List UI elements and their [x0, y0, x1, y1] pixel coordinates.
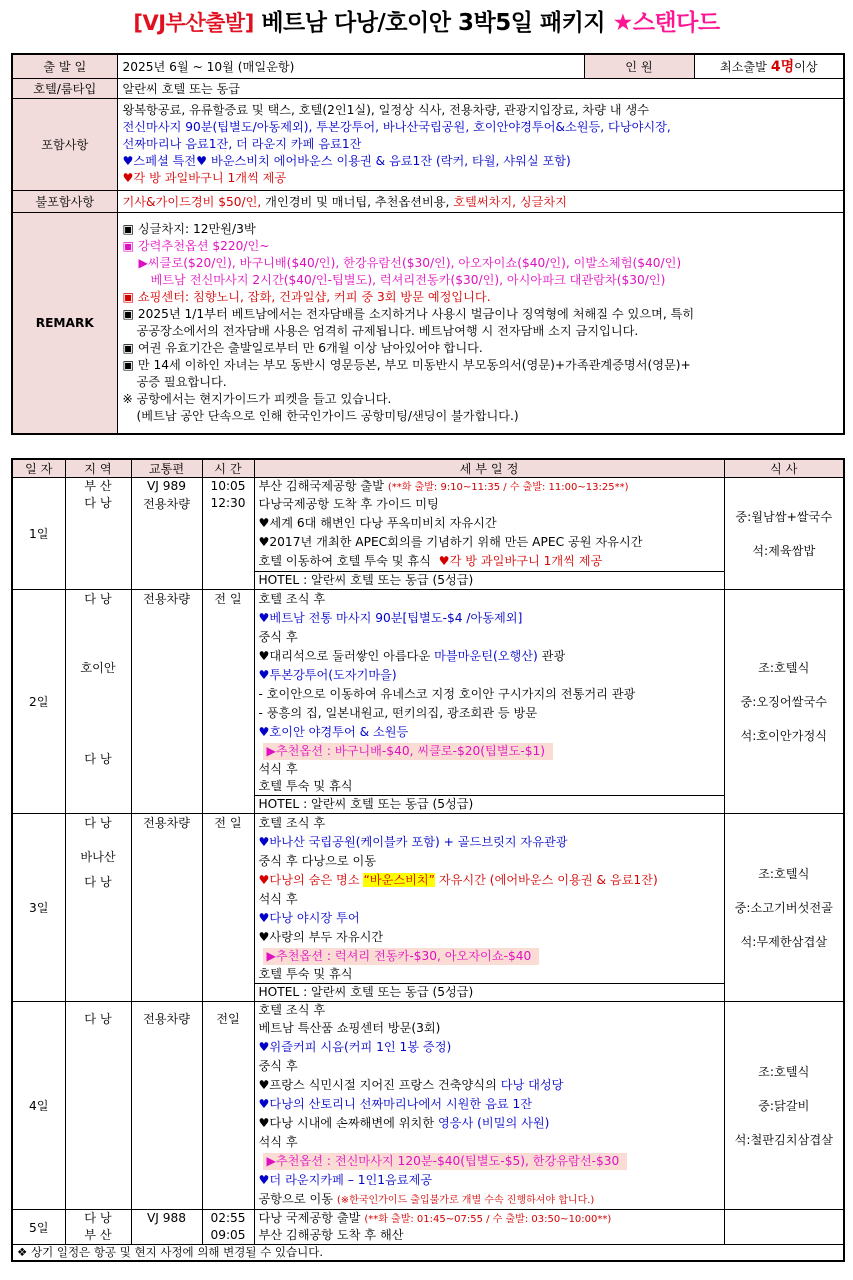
vehicle: 전용차량: [142, 816, 191, 830]
day5-times: [202, 1210, 254, 1245]
day3-detail: [254, 814, 724, 1002]
region: 부 산: [84, 479, 112, 493]
detail-line: ♥바나산 국립공원(케이블카 포함) + 골드브릿지 자유관광: [258, 835, 568, 849]
flight: VJ 989: [146, 479, 187, 493]
header-transport: 교통편: [131, 459, 202, 478]
day3-transport: [131, 814, 202, 1002]
option-box: ▶추천옵션 : 럭셔리 전동카-$30, 아오자이쇼-$40: [263, 948, 540, 965]
region: 다 낭: [84, 1012, 112, 1026]
day3-regions: [65, 814, 131, 1002]
include-line: 선짜마리나 음료1잔, 더 라운지 카페 음료1잔: [122, 136, 362, 151]
hotel-line: HOTEL : 알란씨 호텔 또는 동급 (5성급): [255, 983, 724, 1001]
title-suffix: ★스탠다드: [612, 10, 720, 36]
vehicle: 전용차량: [142, 592, 191, 606]
time: 전 일: [214, 816, 242, 830]
day4-meals: [724, 1002, 844, 1210]
detail-line: - 풍흥의 집, 일본내원교, 떤키의집, 광조회관 등 방문: [258, 706, 538, 720]
vehicle: 전용차량: [142, 1012, 191, 1026]
detail-line: ♥더 라운지카페 – 1인1음료제공: [258, 1173, 433, 1187]
day2-regions: [65, 590, 131, 814]
include-line: ♥스페셜 특전♥ 바운스비치 에어바운스 이용권 & 음료1잔 (락커, 타월, 샤워실 포함): [122, 153, 571, 168]
detail-line: 관광: [537, 649, 566, 663]
detail-line: ♥다낭 시내에 손짜해변에 위치한: [258, 1116, 438, 1130]
day2-label: 2일: [12, 590, 65, 814]
remark-line: (베트남 공안 단속으로 인해 한국인가이드 공항미팅/샌딩이 불가합니다.): [136, 408, 519, 423]
hotel-value: 알란씨 호텔 또는 동급: [117, 78, 844, 98]
include-label: 포함사항: [12, 98, 117, 190]
people-value: [694, 54, 844, 78]
detail-highlight: ♥각 방 과일바구니 1개씩 제공: [438, 554, 603, 568]
detail-note: (**화 출발: 01:45~07:55 / 수 출발: 03:50~10:00**): [364, 1214, 612, 1225]
remark-line: ▣ 쇼핑센터: 침향노니, 잡화, 건과일샵, 커피 중 3회 방문 예정입니다.: [122, 289, 491, 304]
detail-line: ♥세계 6대 해변인 다낭 푸옥미비치 자유시간: [258, 516, 497, 530]
exclude-surcharge: 호텔써차지, 싱글차지: [453, 194, 567, 209]
day5-detail: [254, 1210, 724, 1245]
time: 02:55: [210, 1211, 246, 1225]
meal: 석:철판김치삼겹살: [734, 1132, 833, 1147]
region: 다 낭: [84, 496, 112, 510]
remark-line: ※ 공항에서는 현지가이드가 피켓을 들고 있습니다.: [122, 391, 392, 406]
exclude-personal: 개인경비 및 매너팁, 추천옵션비용,: [261, 194, 454, 209]
detail-line: 호텔 조식 후: [258, 816, 326, 830]
depart-value: 2025년 6월 ~ 10월 (매일운항): [117, 54, 584, 78]
remark-line: ▣ 만 14세 이하인 자녀는 부모 동반시 영문등본, 부모 미동반시 부모동의서(영문)+가족관계증명서(영문)+: [122, 357, 691, 372]
detail-line: 중식 후: [258, 1059, 298, 1073]
hotel-label: 호텔/룸타입: [12, 78, 117, 98]
detail-line: ♥위즐커피 시음(커피 1인 1봉 증정): [258, 1040, 452, 1054]
day4-label: 4일: [12, 1002, 65, 1210]
header-time: 시 간: [202, 459, 254, 478]
detail-highlight: 마블마운틴(오행산): [434, 649, 538, 663]
time: 10:05: [210, 479, 246, 493]
detail-line: 중식 후 다낭으로 이동: [258, 854, 377, 868]
meal: 중:닭갈비: [758, 1098, 810, 1113]
day5-transport: [131, 1210, 202, 1245]
detail-line: 베트남 특산품 쇼핑센터 방문(3회): [258, 1021, 441, 1035]
detail-line: ♥다낭의 숨은 명소: [258, 873, 364, 887]
day5-meals: [724, 1210, 844, 1245]
day4-detail: [254, 1002, 724, 1210]
detail-line: ♥대리석으로 둘러쌓인 아름다운: [258, 649, 435, 663]
detail-line: ♥2017년 개최한 APEC회의를 기념하기 위해 만든 APEC 공원 자유시간: [258, 535, 643, 549]
day1-regions: [65, 478, 131, 590]
day1-row: [12, 478, 844, 590]
detail-line: 호텔 이동하여 호텔 투숙 및 휴식: [258, 554, 431, 568]
remark-value: [117, 212, 844, 434]
detail-note: (**화 출발: 9:10~11:35 / 수 출발: 11:00~13:25**): [387, 482, 629, 493]
day1-times: [202, 478, 254, 590]
remark-line: ▣ 싱글차지: 12만원/3박: [122, 221, 256, 236]
include-line: 왕복항공료, 유류할증료 및 택스, 호텔(2인1실), 일정상 식사, 전용차량, 관광지입장료, 차량 내 생수: [122, 102, 649, 117]
remark-line: ▣ 강력추천옵션 $220/인~: [122, 238, 270, 253]
detail-line: 석식 후: [258, 892, 298, 906]
day3-time: [202, 814, 254, 1002]
meal: 중:월남쌈+쌀국수: [735, 509, 833, 524]
meal: 석:제육쌈밥: [752, 543, 816, 558]
detail-line: 부산 김해공항 도착 후 해산: [258, 1228, 404, 1242]
meal: 중:오징어쌀국수: [740, 694, 828, 709]
vehicle: 전용차량: [142, 497, 191, 511]
meal: 조:호텔식: [758, 866, 810, 881]
detail-line: 호텔 투숙 및 휴식: [258, 967, 353, 981]
detail-line: ♥사랑의 부두 자유시간: [258, 930, 384, 944]
remark-line: 공공장소에서의 전자담배 사용은 엄격히 규제됩니다. 베트남여행 시 전자담배 소지 금지입니다.: [136, 323, 639, 338]
remark-label: REMARK: [12, 212, 117, 434]
exclude-guide-fee: 기사&가이드경비 $50/인,: [122, 194, 262, 209]
detail-line: 석식 후: [258, 1135, 298, 1149]
schedule-table: [11, 458, 845, 1262]
remark-line: 베트남 전신마사지 2시간($40/인-팁별도), 럭셔리전동카($30/인), 아시아파크 대관람차($30/인): [150, 272, 666, 287]
region: 다 낭: [84, 875, 112, 889]
title-prefix: [VJ부산출발]: [133, 11, 254, 35]
detail-line: 석식 후: [258, 762, 298, 776]
region: 다 낭: [84, 592, 112, 606]
day3-meals: [724, 814, 844, 1002]
remark-line: 공증 필요합니다.: [136, 374, 227, 389]
detail-line: ♥베트남 전통 마사지 90분[팁별도-$4 /아동제외]: [258, 611, 523, 625]
day2-transport: [131, 590, 202, 814]
detail-line: 호텔 투숙 및 휴식: [258, 779, 353, 793]
day2-row: [12, 590, 844, 814]
header-detail: 세 부 일 정: [254, 459, 724, 478]
detail-line: 호텔 조식 후: [258, 592, 326, 606]
time: 전 일: [214, 592, 242, 606]
day5-label: 5일: [12, 1210, 65, 1245]
meal: 조:호텔식: [758, 1064, 810, 1079]
day1-meals: [724, 478, 844, 590]
title-main: 베트남 다낭/호이안 3박5일 패키지: [261, 10, 606, 36]
remark-line: ▣ 여권 유효기간은 출발일로부터 만 6개월 이상 남아있어야 합니다.: [122, 340, 483, 355]
day2-detail: [254, 590, 724, 814]
day4-transport: [131, 1002, 202, 1210]
day1-label: 1일: [12, 478, 65, 590]
people-suffix: 이상: [794, 60, 818, 75]
time: 12:30: [210, 496, 246, 510]
exclude-label: 불포함사항: [12, 190, 117, 212]
detail-note: (※한국인가이드 출입불가로 개별 수속 진행하셔야 합니다.): [336, 1195, 595, 1206]
region: 호이안: [80, 661, 116, 675]
time: 전일: [216, 1012, 240, 1026]
region: 바나산: [80, 850, 116, 864]
include-value: [117, 98, 844, 190]
time: 09:05: [210, 1228, 246, 1242]
meal: 조:호텔식: [758, 660, 810, 675]
detail-highlight: “바운스비치”: [363, 873, 435, 887]
day2-meals: [724, 590, 844, 814]
flight: VJ 988: [146, 1211, 187, 1225]
people-label: 인 원: [584, 54, 694, 78]
region: 부 산: [84, 1228, 112, 1242]
detail-highlight: 다낭 대성당: [500, 1078, 564, 1092]
detail-line: ♥투본강투어(도자기마을): [258, 668, 397, 682]
region: 다 낭: [84, 816, 112, 830]
detail-line: 공항으로 이동: [258, 1192, 334, 1206]
header-region: 지 역: [65, 459, 131, 478]
option-box: ▶추천옵션 : 바구니배-$40, 씨클로-$20(팁별도-$1): [263, 743, 554, 760]
footnote: ❖ 상기 일정은 항공 및 현지 사정에 의해 변경될 수 있습니다.: [12, 1245, 844, 1262]
day2-time: [202, 590, 254, 814]
detail-highlight: 영응사 (비밀의 사원): [437, 1116, 550, 1130]
detail-line: 부산 김해국제공항 출발: [258, 479, 384, 493]
meal: 석:호이안가정식: [740, 728, 828, 743]
remark-line: ▣ 2025년 1/1부터 베트남에서는 전자담배를 소지하거나 사용시 벌금이나 징역형에 처해질 수 있으며, 특히: [122, 306, 695, 321]
day5-row: [12, 1210, 844, 1245]
detail-line: 다낭 국제공항 출발: [258, 1211, 361, 1225]
header-meal: 식 사: [724, 459, 844, 478]
day1-transport: [131, 478, 202, 590]
header-day: 일 자: [12, 459, 65, 478]
exclude-value: [117, 190, 844, 212]
page-title: [0, 6, 853, 40]
detail-line: ♥프랑스 식민시절 지어진 프랑스 건축양식의: [258, 1078, 501, 1092]
day1-detail: [254, 478, 724, 590]
day3-label: 3일: [12, 814, 65, 1002]
day4-regions: [65, 1002, 131, 1210]
detail-line: 자유시간 (에어바운스 이용권 & 음료1잔): [434, 873, 658, 887]
info-table: [11, 53, 845, 435]
detail-line: 호텔 조식 후: [258, 1003, 326, 1017]
detail-line: ♥호이안 야경투어 & 소원등: [258, 725, 409, 739]
people-count: 4명: [770, 59, 795, 76]
option-box: ▶추천옵션 : 전신마사지 120분-$40(팁별도-$5), 한강유람선-$30: [263, 1153, 628, 1170]
meal: 중:소고기버섯전골: [734, 900, 833, 915]
day3-row: [12, 814, 844, 1002]
detail-line: ♥다낭 야시장 투어: [258, 911, 360, 925]
hotel-line: HOTEL : 알란씨 호텔 또는 동급 (5성급): [255, 795, 724, 813]
day5-regions: [65, 1210, 131, 1245]
detail-line: 중식 후: [258, 630, 298, 644]
depart-label: 출 발 일: [12, 54, 117, 78]
include-line: ♥각 방 과일바구니 1개씩 제공: [122, 170, 287, 185]
region: 다 낭: [84, 752, 112, 766]
detail-line: - 호이안으로 이동하여 유네스코 지정 호이안 구시가지의 전통거리 관광: [258, 687, 636, 701]
hotel-line: HOTEL : 알란씨 호텔 또는 동급 (5성급): [255, 571, 724, 589]
remark-line: ▶씨클로($20/인), 바구니배($40/인), 한강유람선($30/인), 아오자이쇼($40/인), 이발소체험($40/인): [138, 255, 682, 270]
detail-line: ♥다낭의 산토리니 선짜마리나에서 시원한 음료 1잔: [258, 1097, 533, 1111]
include-line: 전신마사지 90분(팁별도/아동제외), 투본강투어, 바나산국립공원, 호이안야경투어&소원등, 다낭야시장,: [122, 119, 671, 134]
day4-row: [12, 1002, 844, 1210]
region: 다 낭: [84, 1211, 112, 1225]
detail-line: 다낭국제공항 도착 후 가이드 미팅: [258, 497, 439, 511]
people-prefix: 최소출발: [719, 60, 767, 75]
day4-time: [202, 1002, 254, 1210]
meal: 석:무제한삼겹살: [740, 934, 828, 949]
